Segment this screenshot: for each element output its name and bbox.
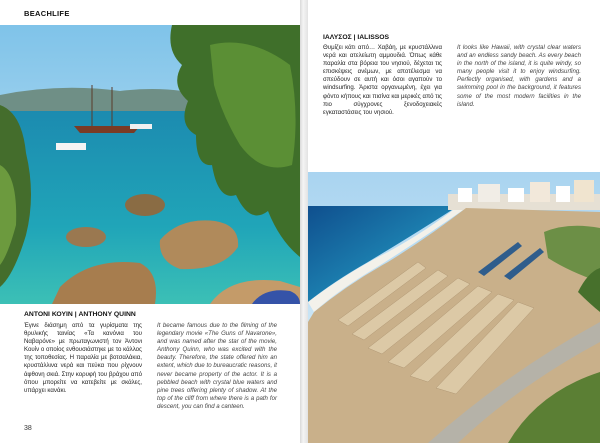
right-page	[308, 0, 600, 443]
gutter	[300, 0, 308, 443]
right-greek-text: Θυμίζει κάτι από… Χαβάη, με κρυστάλλινα νερά και ατελείωτη αμμουδιά. Όπως κάθε παραλία στα βόρεια του νησιού, δέχεται τις επισκέψεις ανέμων, με αποτέλεσμα να σπεύδουν σε αυτή και όσοι αγαπούν το windsurfing. Άριστα οργανωμένη, έχει για φόντο κήπους και πισίνα και μερικές από τις πιο σύγχρονες ξενοδοχειακές εγκαταστάσεις του νησιού.	[323, 44, 442, 116]
cove-photo	[0, 25, 300, 304]
left-heading: ΑΝΤΟΝΙ ΚΟΥΙΝ | ANTHONY QUINN	[24, 311, 136, 318]
beach-umbrellas-photo-svg	[308, 172, 600, 443]
cove-photo-svg	[0, 25, 300, 304]
left-greek-text: Έγινε διάσημη από τα γυρίσματα της θρυλικής ταινίας «Τα κανόνια του Ναβαρόνε» με πρωταγωνιστή τον Άντονι Κουίν ο οποίος ενθουσιάστηκε με το κάλλος της τοποθεσίας. Η παραλία με βοτσαλάκια, κρυστάλλινα νερά και πεύκα που ρίχνουν άφθονη σκιά. Στην κορυφή του βράχου από όπου μπορείτε να κατεβείτε με σκάλες, υπάρχει κανάκι.	[24, 322, 142, 394]
right-english-text: It looks like Hawaii, with crystal clear waters and an endless sandy beach. As every beach in the north of the island, it is quite windy, so many people visit it to enjoy windsurfing. Perfectly organised, with gardens and a swimming pool in the background, it features some of the most modern facilities in the island.	[457, 44, 581, 108]
section-label: BEACHLIFE	[24, 9, 70, 18]
page-number: 38	[24, 425, 32, 432]
beach-umbrellas-photo	[308, 172, 600, 443]
right-heading: ΙΑΛΥΣΟΣ | IALISSOS	[323, 34, 390, 41]
left-english-text: It became famous due to the filming of the legendary movie «The Guns of Navarone», and was named after the star of the movie, Anthony Quinn, who was excited with the beauty. Therefore, the state offered him an extent, which due to bureaucratic reasons, it never became property of the actor. It is a pebbled beach with crystal blue waters and pine trees offering plenty of shadow. At the top of the cliff from where there is a path for descent, you can find a canteen.	[157, 322, 277, 410]
